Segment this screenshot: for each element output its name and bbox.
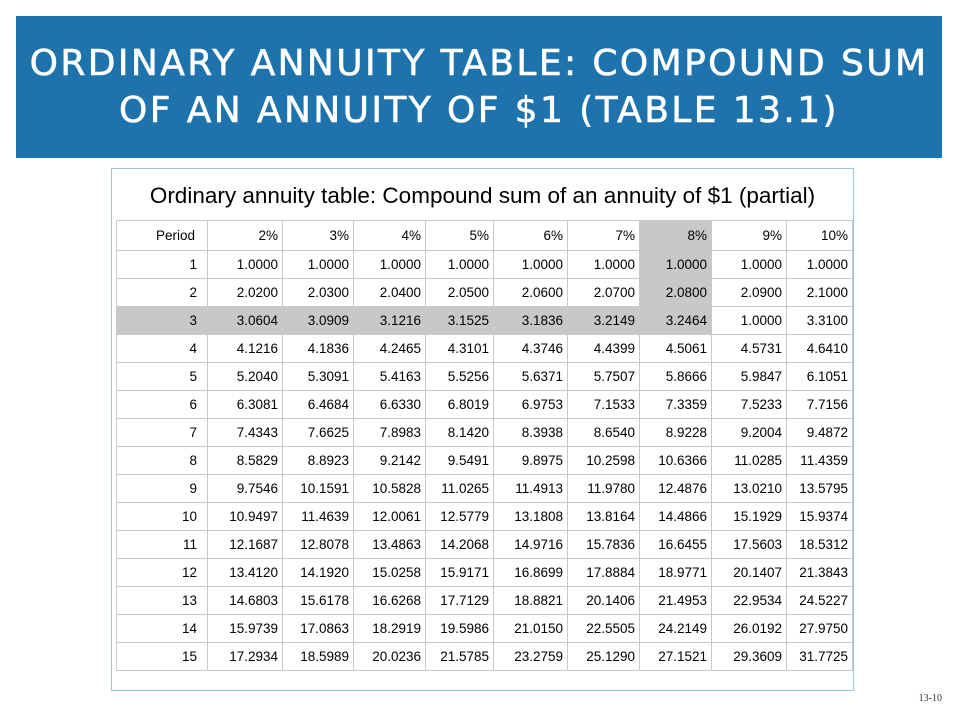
table-row	[117, 419, 853, 447]
factor-cell: 21.3843	[787, 559, 853, 587]
factor-cell: 15.9374	[787, 503, 853, 531]
factor-cell: 6.6330	[354, 391, 426, 419]
table-row	[117, 251, 853, 279]
factor-cell: 1.0000	[494, 251, 568, 279]
column-header-rate: 8%	[640, 221, 712, 251]
factor-cell: 21.5785	[426, 643, 494, 671]
column-header-rate: 5%	[426, 221, 494, 251]
factor-cell: 17.7129	[426, 587, 494, 615]
factor-cell: 21.4953	[640, 587, 712, 615]
factor-cell: 8.6540	[568, 419, 640, 447]
factor-cell: 7.4343	[208, 419, 283, 447]
table-row	[117, 447, 853, 475]
table-caption: Ordinary annuity table: Compound sum of an annuity of $1 (partial)	[149, 183, 816, 208]
factor-cell: 1.0000	[712, 307, 787, 335]
factor-cell: 13.8164	[568, 503, 640, 531]
factor-cell: 9.2142	[354, 447, 426, 475]
factor-cell: 5.5256	[426, 363, 494, 391]
table-row	[117, 475, 853, 503]
factor-cell: 15.0258	[354, 559, 426, 587]
table-header-row	[117, 221, 853, 251]
period-cell: 4	[117, 335, 208, 363]
table-row	[117, 279, 853, 307]
factor-cell: 25.1290	[568, 643, 640, 671]
column-header-rate: 9%	[712, 221, 787, 251]
factor-cell: 7.3359	[640, 391, 712, 419]
factor-cell: 2.0400	[354, 279, 426, 307]
factor-cell: 2.0600	[494, 279, 568, 307]
factor-cell: 2.0500	[426, 279, 494, 307]
factor-cell: 24.5227	[787, 587, 853, 615]
factor-cell: 12.5779	[426, 503, 494, 531]
table-row	[117, 531, 853, 559]
factor-cell: 8.5829	[208, 447, 283, 475]
factor-cell: 7.6625	[283, 419, 354, 447]
factor-cell: 6.8019	[426, 391, 494, 419]
period-cell: 7	[117, 419, 208, 447]
factor-cell: 22.9534	[712, 587, 787, 615]
column-header-rate: 3%	[283, 221, 354, 251]
factor-cell: 14.1920	[283, 559, 354, 587]
factor-cell: 16.8699	[494, 559, 568, 587]
factor-cell: 10.2598	[568, 447, 640, 475]
factor-cell: 4.4399	[568, 335, 640, 363]
factor-cell: 3.1836	[494, 307, 568, 335]
factor-cell: 1.0000	[426, 251, 494, 279]
factor-cell: 8.8923	[283, 447, 354, 475]
table-row	[117, 587, 853, 615]
period-cell: 5	[117, 363, 208, 391]
annuity-table-panel	[111, 168, 854, 691]
factor-cell: 10.5828	[354, 475, 426, 503]
factor-cell: 10.1591	[283, 475, 354, 503]
factor-cell: 11.0285	[712, 447, 787, 475]
factor-cell: 12.4876	[640, 475, 712, 503]
factor-cell: 2.0200	[208, 279, 283, 307]
column-header-period: Period	[117, 221, 208, 251]
annuity-table	[116, 220, 853, 671]
title-banner	[16, 16, 942, 158]
factor-cell: 19.5986	[426, 615, 494, 643]
factor-cell: 17.8884	[568, 559, 640, 587]
table-row	[117, 503, 853, 531]
factor-cell: 2.0700	[568, 279, 640, 307]
factor-cell: 4.6410	[787, 335, 853, 363]
factor-cell: 15.9171	[426, 559, 494, 587]
table-row	[117, 559, 853, 587]
period-cell: 12	[117, 559, 208, 587]
factor-cell: 3.2149	[568, 307, 640, 335]
factor-cell: 18.5312	[787, 531, 853, 559]
factor-cell: 16.6268	[354, 587, 426, 615]
factor-cell: 15.9739	[208, 615, 283, 643]
factor-cell: 9.8975	[494, 447, 568, 475]
factor-cell: 4.1836	[283, 335, 354, 363]
period-cell: 9	[117, 475, 208, 503]
factor-cell: 16.6455	[640, 531, 712, 559]
factor-cell: 27.9750	[787, 615, 853, 643]
factor-cell: 14.9716	[494, 531, 568, 559]
factor-cell: 27.1521	[640, 643, 712, 671]
factor-cell: 9.4872	[787, 419, 853, 447]
period-cell: 10	[117, 503, 208, 531]
factor-cell: 14.6803	[208, 587, 283, 615]
factor-cell: 6.4684	[283, 391, 354, 419]
factor-cell: 6.3081	[208, 391, 283, 419]
table-row	[117, 391, 853, 419]
column-header-rate: 4%	[354, 221, 426, 251]
factor-cell: 3.1525	[426, 307, 494, 335]
factor-cell: 1.0000	[568, 251, 640, 279]
factor-cell: 18.9771	[640, 559, 712, 587]
table-row	[117, 335, 853, 363]
factor-cell: 3.0604	[208, 307, 283, 335]
factor-cell: 4.2465	[354, 335, 426, 363]
factor-cell: 9.5491	[426, 447, 494, 475]
factor-cell: 29.3609	[712, 643, 787, 671]
column-header-rate: 6%	[494, 221, 568, 251]
factor-cell: 2.0300	[283, 279, 354, 307]
factor-cell: 13.4120	[208, 559, 283, 587]
factor-cell: 8.3938	[494, 419, 568, 447]
period-cell: 1	[117, 251, 208, 279]
factor-cell: 13.5795	[787, 475, 853, 503]
factor-cell: 7.5233	[712, 391, 787, 419]
factor-cell: 7.7156	[787, 391, 853, 419]
column-header-rate: 7%	[568, 221, 640, 251]
factor-cell: 5.2040	[208, 363, 283, 391]
factor-cell: 7.1533	[568, 391, 640, 419]
factor-cell: 3.3100	[787, 307, 853, 335]
factor-cell: 7.8983	[354, 419, 426, 447]
factor-cell: 8.9228	[640, 419, 712, 447]
factor-cell: 1.0000	[208, 251, 283, 279]
factor-cell: 5.8666	[640, 363, 712, 391]
factor-cell: 17.2934	[208, 643, 283, 671]
factor-cell: 2.1000	[787, 279, 853, 307]
factor-cell: 5.6371	[494, 363, 568, 391]
factor-cell: 3.1216	[354, 307, 426, 335]
factor-cell: 18.2919	[354, 615, 426, 643]
table-row	[117, 363, 853, 391]
period-cell: 3	[117, 307, 208, 335]
factor-cell: 11.4359	[787, 447, 853, 475]
factor-cell: 17.0863	[283, 615, 354, 643]
period-cell: 14	[117, 615, 208, 643]
factor-cell: 1.0000	[640, 251, 712, 279]
factor-cell: 11.4913	[494, 475, 568, 503]
factor-cell: 18.5989	[283, 643, 354, 671]
period-cell: 13	[117, 587, 208, 615]
factor-cell: 11.0265	[426, 475, 494, 503]
factor-cell: 31.7725	[787, 643, 853, 671]
factor-cell: 17.5603	[712, 531, 787, 559]
factor-cell: 20.1406	[568, 587, 640, 615]
factor-cell: 13.4863	[354, 531, 426, 559]
period-cell: 2	[117, 279, 208, 307]
factor-cell: 1.0000	[354, 251, 426, 279]
factor-cell: 1.0000	[712, 251, 787, 279]
factor-cell: 18.8821	[494, 587, 568, 615]
factor-cell: 6.1051	[787, 363, 853, 391]
table-row	[117, 615, 853, 643]
factor-cell: 12.8078	[283, 531, 354, 559]
factor-cell: 26.0192	[712, 615, 787, 643]
period-cell: 8	[117, 447, 208, 475]
factor-cell: 8.1420	[426, 419, 494, 447]
factor-cell: 1.0000	[787, 251, 853, 279]
factor-cell: 12.1687	[208, 531, 283, 559]
factor-cell: 11.4639	[283, 503, 354, 531]
factor-cell: 12.0061	[354, 503, 426, 531]
factor-cell: 10.6366	[640, 447, 712, 475]
factor-cell: 24.2149	[640, 615, 712, 643]
factor-cell: 5.7507	[568, 363, 640, 391]
column-header-rate: 10%	[787, 221, 853, 251]
factor-cell: 22.5505	[568, 615, 640, 643]
factor-cell: 11.9780	[568, 475, 640, 503]
factor-cell: 14.2068	[426, 531, 494, 559]
factor-cell: 5.3091	[283, 363, 354, 391]
period-cell: 11	[117, 531, 208, 559]
slide-title: ORDINARY ANNUITY TABLE: COMPOUND SUM OF AN ANNUITY OF $1 (TABLE 13.1)	[29, 43, 929, 131]
factor-cell: 1.0000	[283, 251, 354, 279]
factor-cell: 10.9497	[208, 503, 283, 531]
factor-cell: 4.5061	[640, 335, 712, 363]
slide-number: 13-10	[918, 693, 942, 704]
period-cell: 15	[117, 643, 208, 671]
factor-cell: 23.2759	[494, 643, 568, 671]
factor-cell: 6.9753	[494, 391, 568, 419]
factor-cell: 4.3101	[426, 335, 494, 363]
factor-cell: 15.7836	[568, 531, 640, 559]
factor-cell: 20.0236	[354, 643, 426, 671]
factor-cell: 9.7546	[208, 475, 283, 503]
factor-cell: 4.5731	[712, 335, 787, 363]
factor-cell: 3.2464	[640, 307, 712, 335]
table-row	[117, 643, 853, 671]
factor-cell: 15.1929	[712, 503, 787, 531]
factor-cell: 15.6178	[283, 587, 354, 615]
factor-cell: 2.0800	[640, 279, 712, 307]
factor-cell: 14.4866	[640, 503, 712, 531]
factor-cell: 21.0150	[494, 615, 568, 643]
factor-cell: 4.3746	[494, 335, 568, 363]
column-header-rate: 2%	[208, 221, 283, 251]
period-cell: 6	[117, 391, 208, 419]
factor-cell: 2.0900	[712, 279, 787, 307]
factor-cell: 9.2004	[712, 419, 787, 447]
factor-cell: 13.1808	[494, 503, 568, 531]
factor-cell: 13.0210	[712, 475, 787, 503]
table-row	[117, 307, 853, 335]
factor-cell: 5.9847	[712, 363, 787, 391]
factor-cell: 4.1216	[208, 335, 283, 363]
factor-cell: 3.0909	[283, 307, 354, 335]
table-body	[117, 251, 853, 671]
factor-cell: 20.1407	[712, 559, 787, 587]
factor-cell: 5.4163	[354, 363, 426, 391]
